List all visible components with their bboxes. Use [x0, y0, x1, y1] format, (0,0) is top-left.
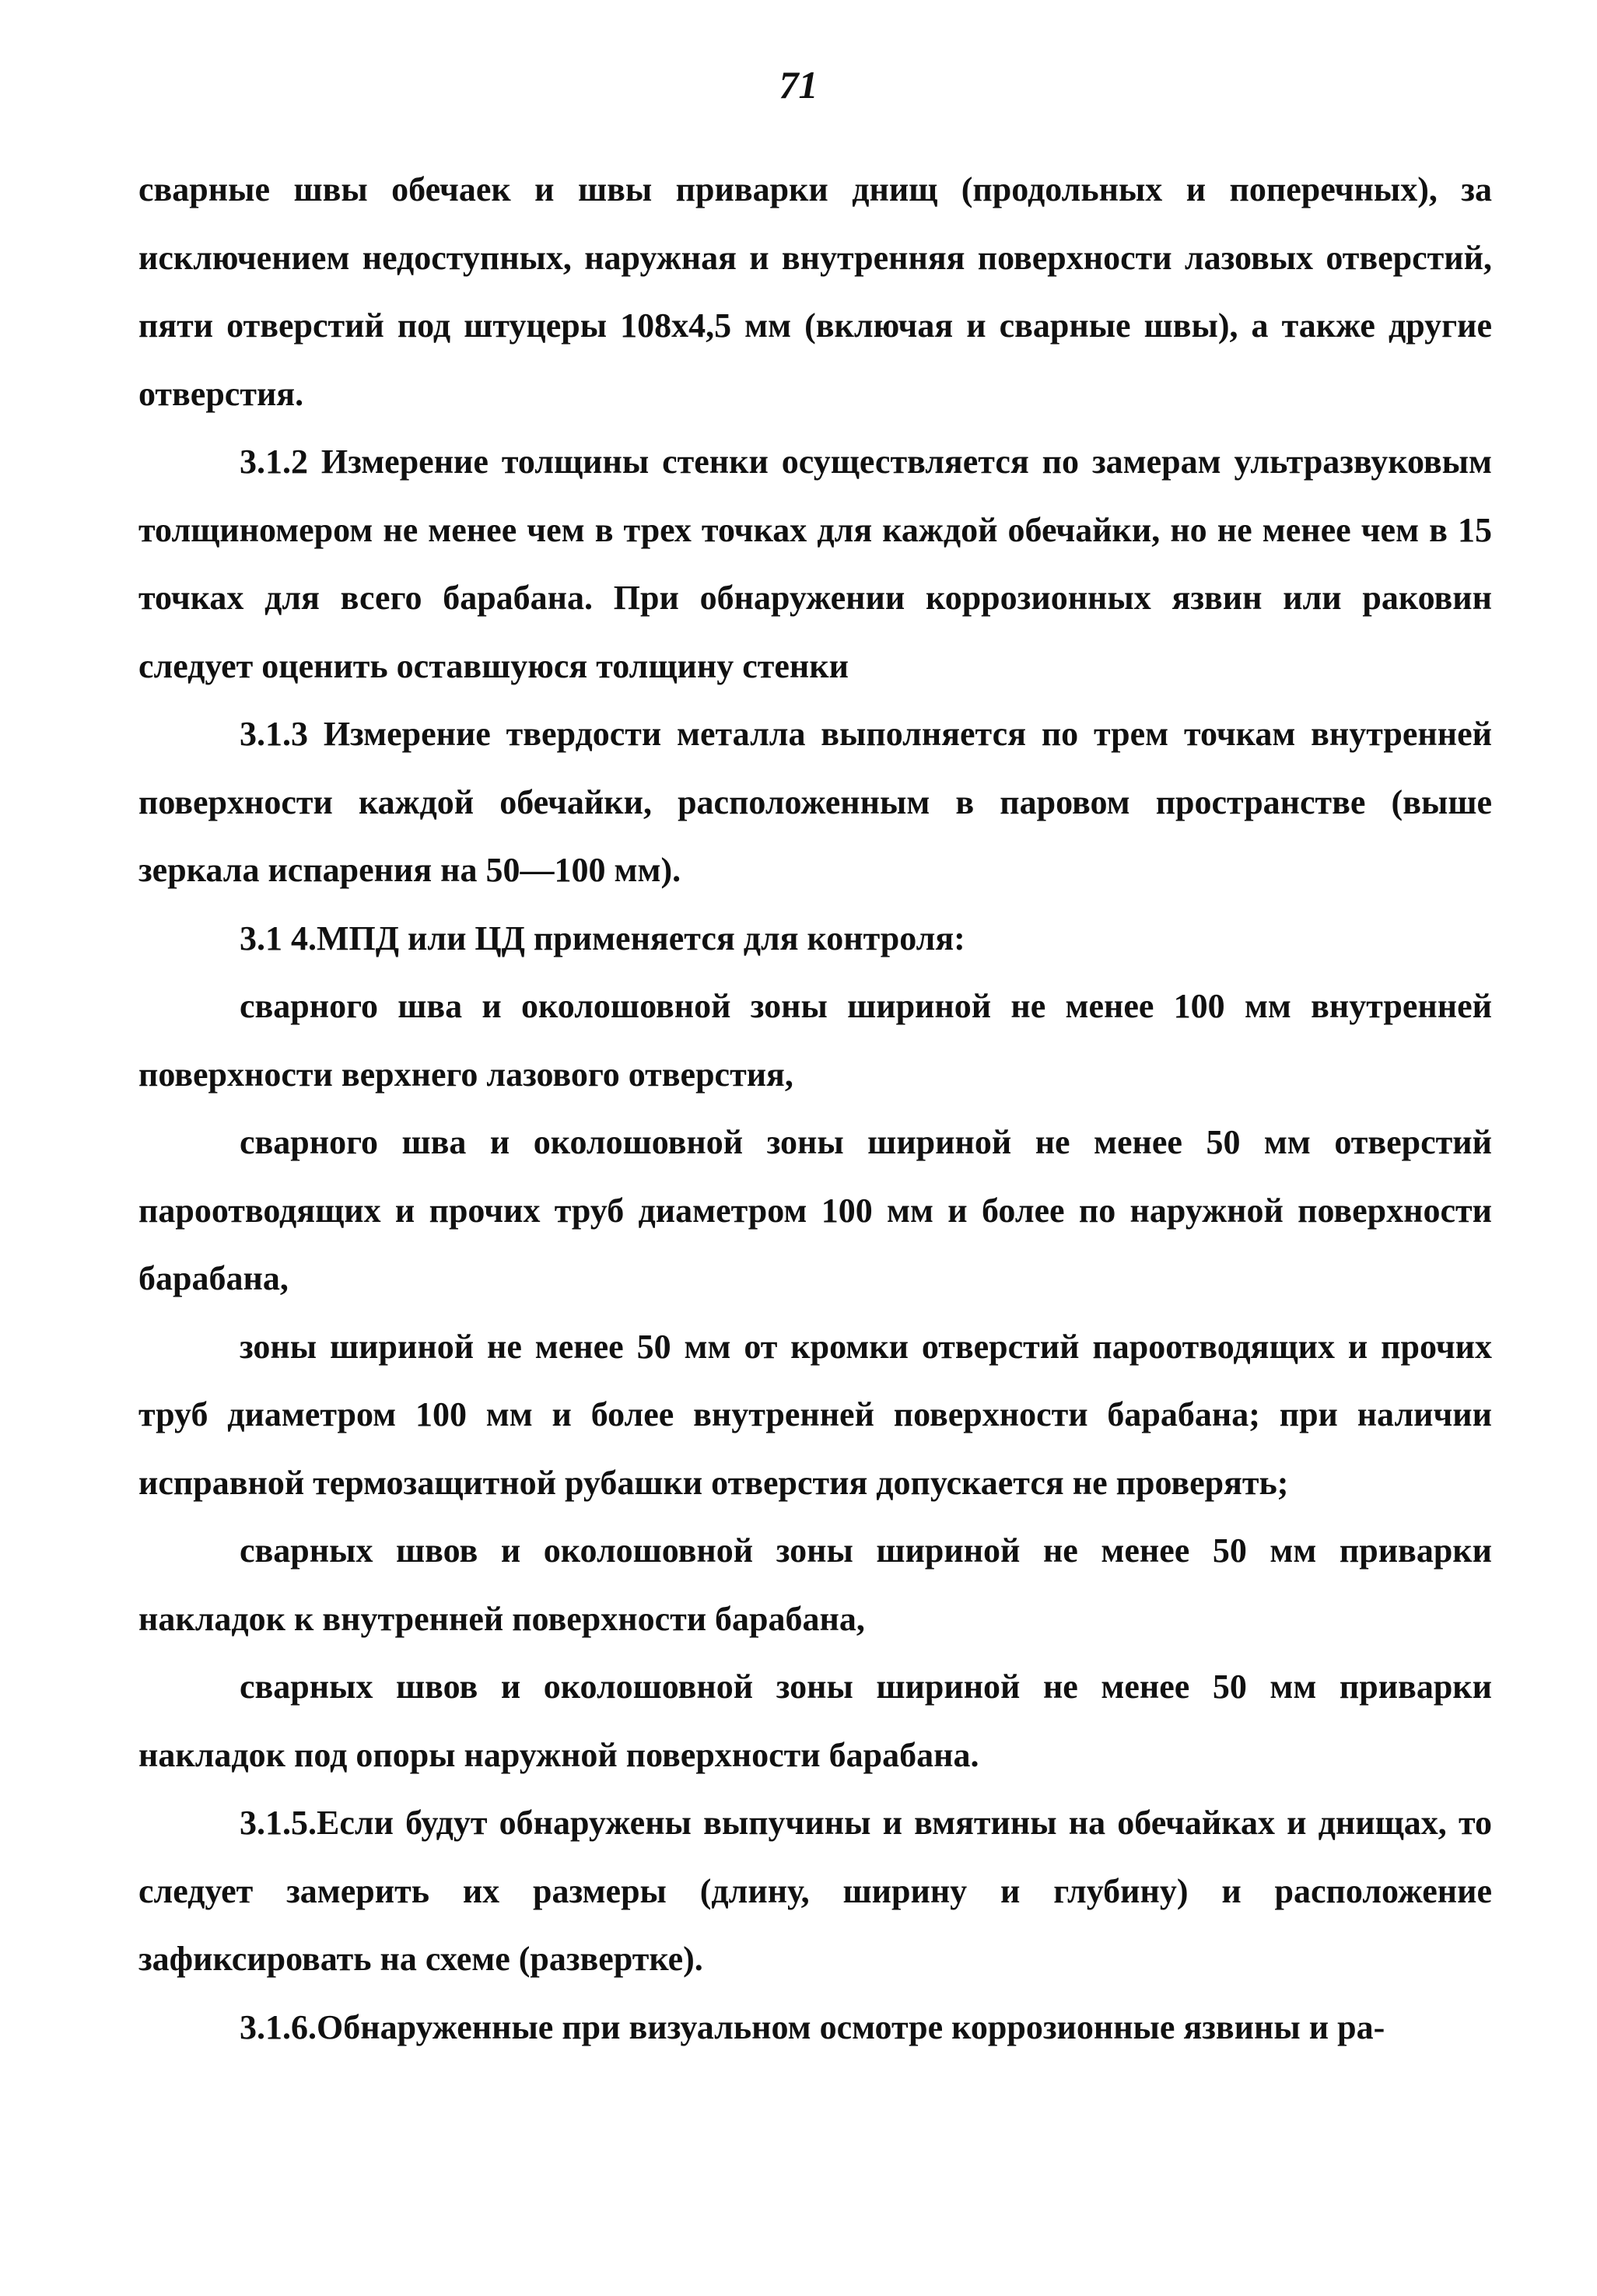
page-number: 71 — [779, 63, 818, 107]
list-item-inner-pads: сварных швов и околошовной зоны шириной не менее 50 мм приварки накладок к внутренней поверхности барабана, — [138, 1531, 1492, 1638]
paragraph-welds-continuation: сварные швы обечаек и швы приварки днищ (продольных и поперечных), за исключением недоступных, наружная и внутренняя поверхности лазовых отверстий, пяти отверстий под штуцеры 108х4,5 мм (включая и сварные швы), а также другие отверстия. — [138, 170, 1492, 413]
list-item-support-pads: сварных швов и околошовной зоны шириной не менее 50 мм приварки накладок под опоры наружной поверхности барабана. — [138, 1668, 1492, 1774]
paragraph-3-1-3: 3.1.3 Измерение твердости металла выполняется по трем точкам внутренней поверхности каждой обечайки, расположенным в паровом пространстве (выше зеркала испарения на 50—100 мм). — [138, 715, 1492, 889]
document-body — [138, 156, 1492, 2061]
list-item-manhole-weld: сварного шва и околошовной зоны шириной не менее 100 мм внутренней поверхности верхнего лазового отверстия, — [138, 987, 1492, 1094]
paragraph-3-1-6: 3.1.6.Обнаруженные при визуальном осмотре коррозионные язвины и ра- — [240, 2007, 1385, 2046]
paragraph-3-1-2: 3.1.2 Измерение толщины стенки осуществляется по замерам ультразвуковым толщиномером не менее чем в трех точках для каждой обечайки, но не менее чем в 15 точках для всего барабана. При обнаружении коррозионных язвин или раковин следует оценить оставшуюся толщину стенки — [138, 443, 1492, 685]
list-item-outer-pipe-holes: сварного шва и околошовной зоны шириной не менее 50 мм отверстий пароотводящих и прочих труб диаметром 100 мм и более по наружной поверхности барабана, — [138, 1123, 1492, 1297]
paragraph-3-1-4: 3.1 4.МПД или ЦД применяется для контроля: — [240, 919, 965, 957]
list-item-inner-pipe-holes: зоны шириной не менее 50 мм от кромки отверстий пароотводящих и прочих труб диаметром 100 мм и более внутренней поверхности барабана; при наличии исправной термозащитной рубашки отверстия допускается не проверять; — [138, 1327, 1492, 1502]
paragraph-3-1-5: 3.1.5.Если будут обнаружены выпучины и вмятины на обечайках и днищах, то следует замерить их размеры (длину, ширину и глубину) и расположение зафиксировать на схеме (развертке). — [138, 1804, 1492, 1978]
